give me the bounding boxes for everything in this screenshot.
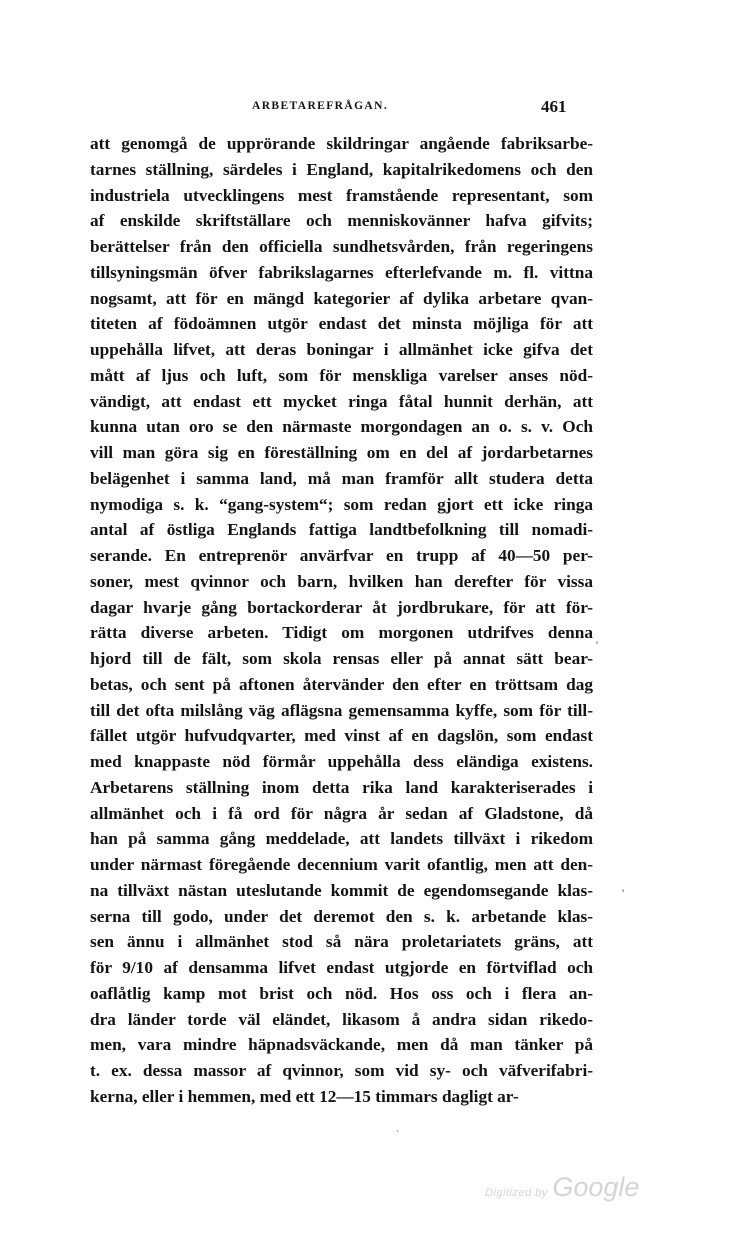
- scan-watermark: [485, 1172, 639, 1203]
- text-line: sen ännu i allmänhet stod så nära proletariatets gräns, att: [90, 932, 593, 952]
- text-line: under närmast föregående decennium varit ofantlig, men att den-: [90, 855, 593, 874]
- text-line: Arbetarens ställning inom detta rika land karakteriserades i: [90, 777, 593, 797]
- text-line: serna till godo, under det deremot den s. k. arbetande klas-: [90, 906, 593, 926]
- text-line: hjord till de fält, som skola rensas eller på annat sätt bear-: [90, 649, 593, 668]
- text-line: af enskilde skriftställare och menniskovänner hafva gifvits;: [90, 211, 593, 231]
- text-line: allmänhet och i få ord för några år sedan af Gladstone, då: [90, 803, 593, 823]
- text-line: serande. En entreprenör anvärfvar en trupp af 40—50 per-: [90, 546, 593, 565]
- text-line: kunna utan oro se den närmaste morgondagen an o. s. v. Och: [90, 417, 593, 437]
- running-title: ARBETAREFRÅGAN.: [252, 100, 389, 112]
- margin-speck: ': [622, 886, 625, 900]
- text-line: fället utgör hufvudqvarter, med vinst af en dagslön, som endast: [90, 726, 593, 746]
- text-line: berättelser från den officiella sundhetsvården, från regeringens: [90, 237, 593, 256]
- text-line: nogsamt, att för en mängd kategorier af dylika arbetare qvan-: [90, 288, 593, 308]
- text-line: na tillväxt nästan uteslutande kommit de egendomsegande klas-: [90, 880, 593, 900]
- text-line: med knappaste nöd förmår uppehålla dess eländiga existens.: [90, 752, 593, 771]
- text-line: oaflåtlig kamp mot brist och nöd. Hos oss och i flera an-: [90, 983, 593, 1003]
- watermark-brand: Google: [552, 1172, 640, 1202]
- text-line: tarnes ställning, särdeles i England, kapitalrikedomens och den: [90, 159, 593, 179]
- watermark-prefix: Digitized by: [485, 1187, 548, 1199]
- text-line: kerna, eller i hemmen, med ett 12—15 timmars dagligt ar-: [90, 1086, 519, 1106]
- text-line: dra länder torde väl eländet, likasom å andra sidan rikedo-: [90, 1009, 593, 1029]
- text-line: tillsyningsmän öfver fabrikslagarnes efterlefvande m. fl. vittna: [90, 262, 593, 282]
- text-line: betas, och sent på aftonen återvänder den efter en tröttsam dag: [90, 674, 593, 694]
- text-line: soner, mest qvinnor och barn, hvilken han derefter för vissa: [90, 571, 593, 591]
- text-line: antal af östliga Englands fattiga landtbefolkning till nomadi-: [90, 520, 593, 540]
- text-line: men, vara mindre häpnadsväckande, men då man tänker på: [90, 1035, 593, 1055]
- margin-speck: `: [396, 1130, 400, 1141]
- text-line: vändigt, att endast ett mycket ringa fåtal hunnit derhän, att: [90, 391, 593, 411]
- text-line: uppehålla lifvet, att deras boningar i allmänhet icke gifva det: [90, 340, 593, 359]
- body-text: [90, 131, 593, 1110]
- text-line: för 9/10 af densamma lifvet endast utgjorde en förtviflad och: [90, 958, 593, 977]
- text-line: nymodiga s. k. “gang-system“; som redan gjort ett icke ringa: [90, 494, 593, 514]
- text-line: titeten af födoämnen utgör endast det minsta möjliga för att: [90, 314, 593, 334]
- text-line: vill man göra sig en föreställning om en del af jordarbetarnes: [90, 443, 593, 462]
- text-line: till det ofta milslång väg aflägsna gemensamma kyffe, som för till-: [90, 700, 593, 720]
- text-line: att genomgå de upprörande skildringar angående fabriksarbe-: [90, 134, 593, 153]
- text-line: mått af ljus och luft, som för menskliga varelser anses nöd-: [90, 365, 593, 385]
- text-line: industriela utvecklingens mest framstående representant, som: [90, 185, 593, 205]
- text-line: belägenhet i samma land, må man framför allt studera detta: [90, 468, 593, 488]
- text-line: han på samma gång meddelade, att landets tillväxt i rikedom: [90, 829, 593, 849]
- text-line: t. ex. dessa massor af qvinnor, som vid sy- och väfverifabri-: [90, 1061, 593, 1080]
- margin-speck: ': [596, 638, 599, 652]
- text-line: rätta diverse arbeten. Tidigt om morgonen utdrifves denna: [90, 623, 593, 643]
- page-number: 461: [541, 97, 567, 116]
- text-line: dagar hvarje gång bortackorderar åt jordbrukare, för att för-: [90, 597, 593, 617]
